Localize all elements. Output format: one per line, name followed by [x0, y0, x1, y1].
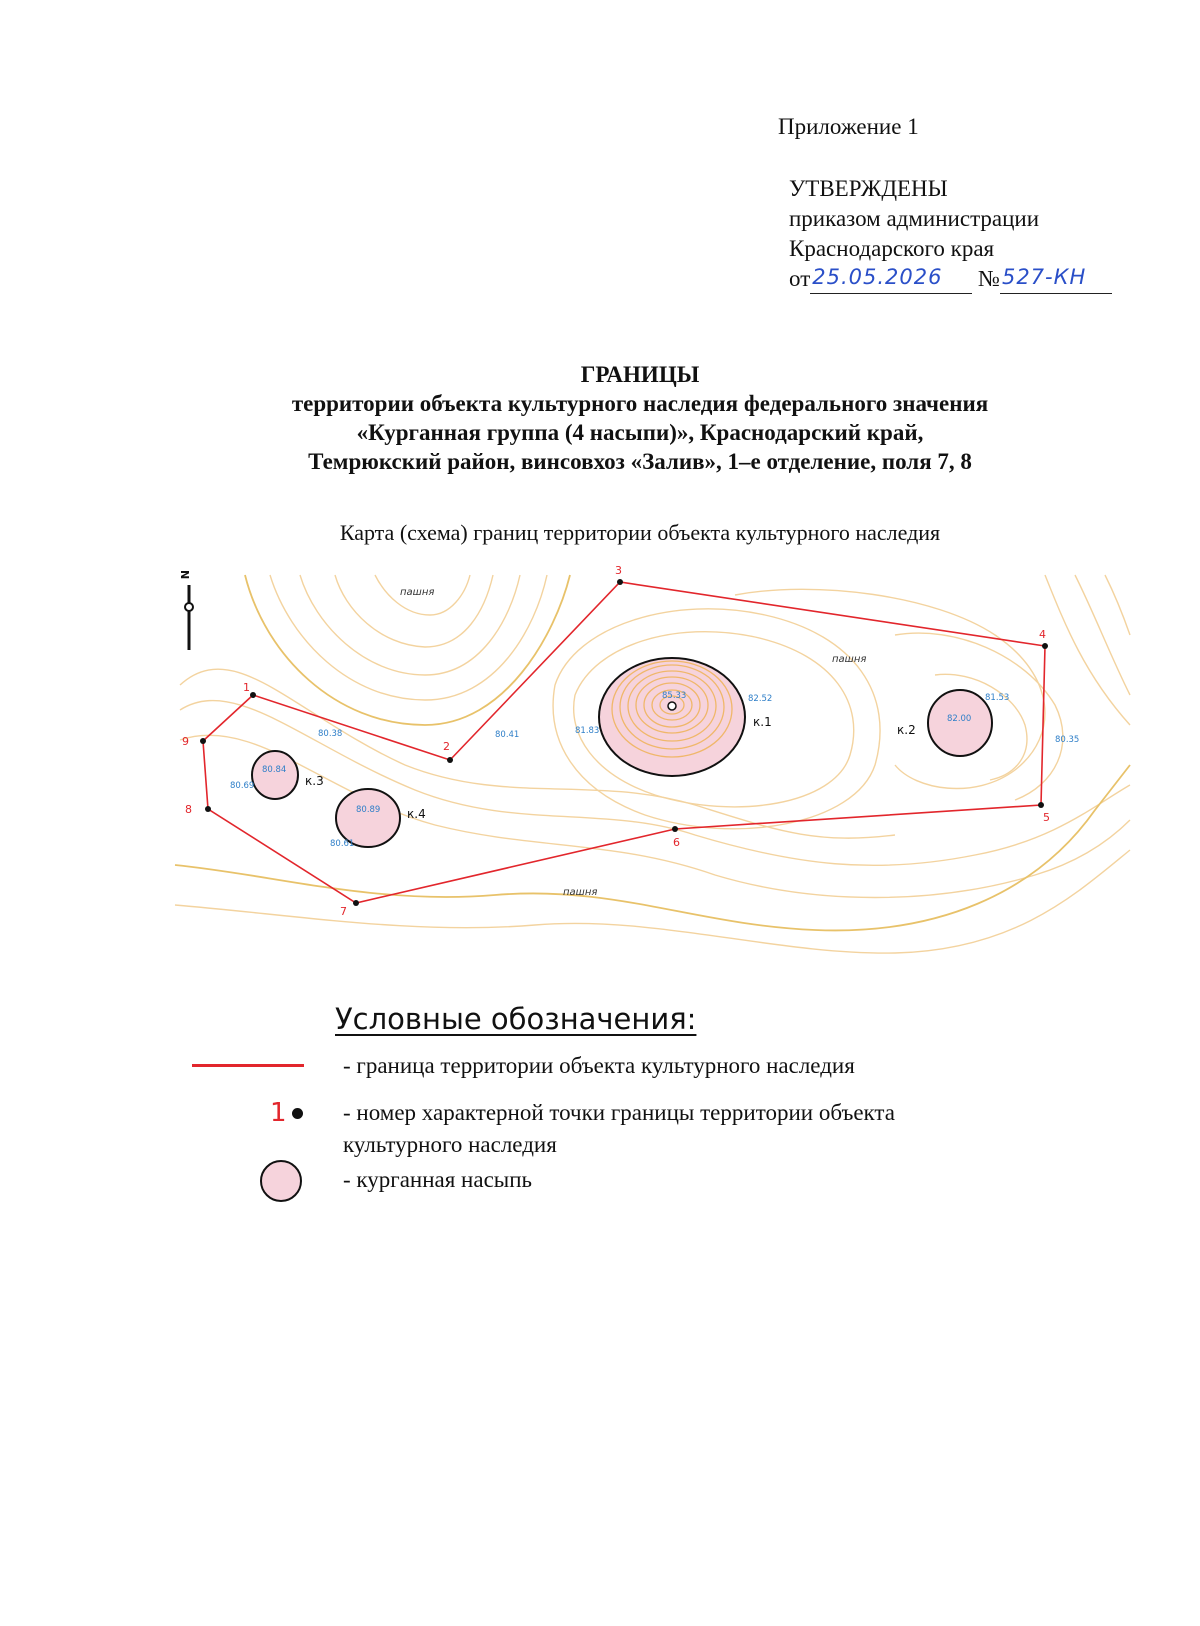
elevation-mark: 80.69 [230, 781, 255, 791]
elevation-mark: 85.33 [662, 691, 687, 701]
title-line-1: территории объекта культурного наследия федерального значения [291, 391, 989, 416]
legend-point-text-2: культурного наследия [343, 1132, 557, 1157]
boundary-point-5 [1038, 802, 1044, 808]
legend-title: Условные обозначения: [335, 1002, 697, 1036]
approval-block [789, 174, 1112, 294]
elevation-mark: 81.83 [575, 726, 600, 736]
elevation-mark: 81.53 [985, 693, 1010, 703]
boundary-point-2 [447, 757, 453, 763]
boundary-point-9 [200, 738, 206, 744]
boundary-point-label: 7 [340, 905, 347, 918]
legend-boundary-line-icon [192, 1064, 304, 1067]
north-label: N [178, 570, 191, 580]
handwritten-number: 527-КН [1001, 265, 1087, 289]
field-label: пашня [400, 587, 435, 598]
legend-point-number: 1 [270, 1098, 287, 1128]
legend-point-text-1: - номер характерной точки границы территории объекта [343, 1100, 895, 1125]
title-main: ГРАНИЦЫ [580, 362, 700, 387]
number-blank [1000, 267, 1112, 294]
boundary-point-label: 5 [1043, 811, 1050, 824]
handwritten-date: 25.05.2026 [812, 265, 943, 289]
mound-label: к.3 [305, 774, 324, 788]
legend-boundary-text: - граница территории объекта культурного наследия [343, 1053, 855, 1078]
boundary-point-label: 3 [615, 564, 622, 577]
boundary-point-label: 1 [243, 681, 250, 694]
boundary-map [175, 564, 1130, 965]
boundary-point-1 [250, 692, 256, 698]
elevation-mark: 80.61 [330, 839, 355, 849]
north-arrow-icon [178, 570, 193, 650]
boundary-point-7 [353, 900, 359, 906]
legend-mound-text: - курганная насыпь [343, 1167, 533, 1192]
appendix-label: Приложение 1 [778, 114, 919, 139]
boundary-point-8 [205, 806, 211, 812]
boundary-point-label: 2 [443, 740, 450, 753]
mound-label: к.1 [753, 715, 772, 729]
mound-3 [252, 751, 298, 799]
title-line-2: «Курганная группа (4 насыпи)», Краснодарский край, [356, 420, 924, 445]
legend-point-dot-icon [292, 1108, 303, 1119]
order-line: приказом администрации [789, 206, 1040, 231]
boundary-point-3 [617, 579, 623, 585]
elevation-mark: 82.52 [748, 694, 773, 704]
boundary-point-label: 4 [1039, 628, 1046, 641]
elevation-mark: 82.00 [947, 714, 972, 724]
mound-label: к.4 [407, 807, 426, 821]
map-caption: Карта (схема) границ территории объекта культурного наследия [339, 520, 941, 545]
mound-label: к.2 [897, 723, 916, 737]
date-blank [810, 267, 972, 294]
boundary-point-4 [1042, 643, 1048, 649]
field-label: пашня [563, 887, 598, 898]
legend-mound-icon [260, 1160, 302, 1202]
boundary-point-6 [672, 826, 678, 832]
approved-label: УТВЕРЖДЕНЫ [789, 176, 948, 201]
region-line: Краснодарского края [789, 236, 995, 261]
elevation-mark: 80.38 [318, 729, 343, 739]
document-title [140, 360, 1140, 476]
date-prefix: от [789, 266, 811, 291]
number-prefix: № [978, 266, 1000, 291]
elevation-mark: 80.84 [262, 765, 287, 775]
date-number-line [789, 264, 1112, 294]
elevation-mark: 80.41 [495, 730, 520, 740]
field-label: пашня [832, 654, 867, 665]
boundary-point-label: 6 [673, 836, 680, 849]
elevation-mark: 80.89 [356, 805, 381, 815]
boundary-point-label: 9 [182, 735, 189, 748]
boundary-point-label: 8 [185, 803, 192, 816]
title-line-3: Темрюкский район, винсовхоз «Залив», 1–е отделение, поля 7, 8 [308, 449, 972, 474]
elevation-mark: 80.35 [1055, 735, 1080, 745]
